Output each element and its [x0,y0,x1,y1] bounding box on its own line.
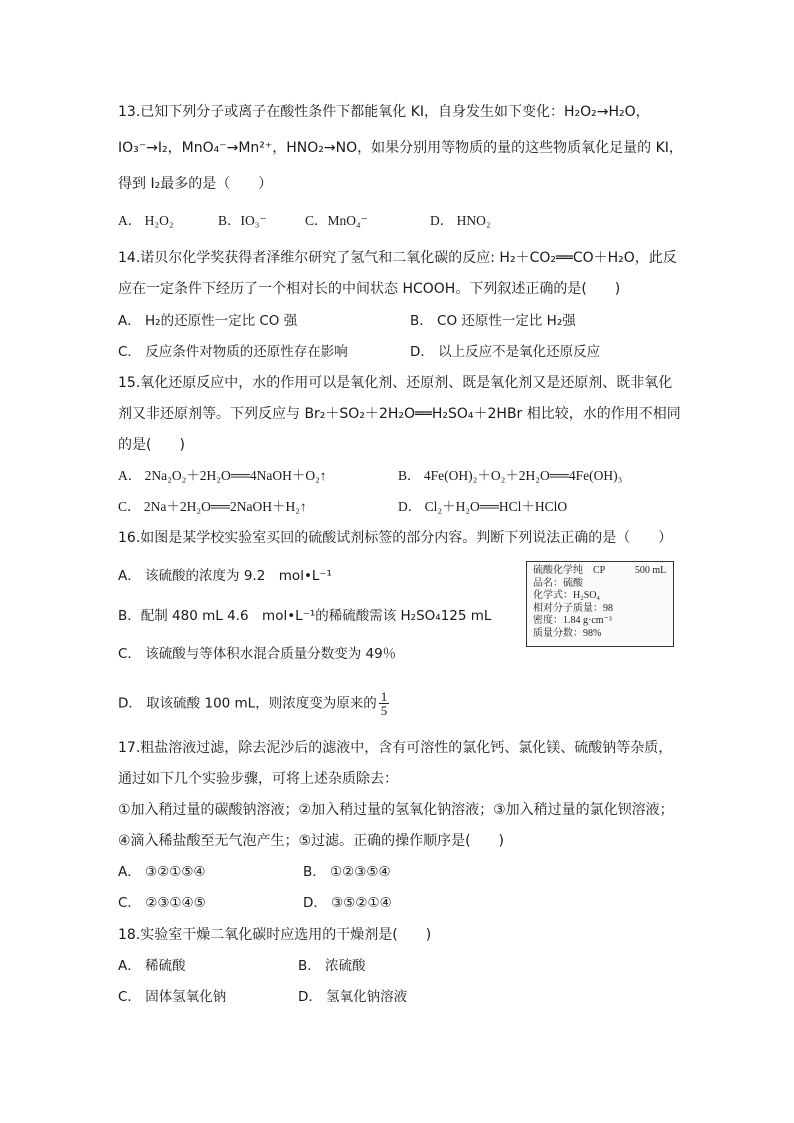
q17-stem-line2: 通过如下几个实验步骤，可将上述杂质除去： [118,771,398,787]
label-row-molar-mass: 相对分子质量：98 [533,602,613,614]
q16-option-d [118,690,389,717]
q16-option-b: B．配制 480 mL 4.6 mol•L⁻¹的稀硫酸需该 H₂SO₄125 mL [118,608,492,624]
q15-option-a: A． 2Na₂O₂＋2H₂O══4NaOH＋O₂↑ [118,468,327,483]
q15-stem-line1: 15.氧化还原反应中，水的作用可以是氧化剂、还原剂、既是氧化剂又是还原剂、既非氧化 [118,375,673,391]
label-row-mass-fraction: 质量分数：98% [533,627,602,639]
q18-stem: 18.实验室干燥二氧化碳时应选用的干燥剂是( ) [118,927,432,943]
q13-option-d: D． HNO₂ [430,213,491,228]
q16-option-d-text: D． 取该硫酸 100 mL，则浓度变为原来的 [118,695,377,712]
q13-stem-line3: 得到 I₂最多的是（ ） [118,176,273,192]
q16-option-c: C． 该硫酸与等体积水混合质量分数变为 49％ [118,646,397,662]
q16-stem: 16.如图是某学校实验室买回的硫酸试剂标签的部分内容。判断下列说法正确的是（ ） [118,530,673,546]
q13-option-a: A． H₂O₂ [118,213,174,228]
q15-option-b: B． 4Fe(OH)₂＋O₂＋2H₂O══4Fe(OH)₃ [398,468,623,483]
q14-stem-line1: 14.诺贝尔化学奖获得者泽维尔研究了氢气和二氧化碳的反应: H₂＋CO₂══CO＋H₂O，此反 [118,250,677,266]
q17-stem-line4: ④滴入稀盐酸至无气泡产生；⑤过滤。正确的操作顺序是( ) [118,833,505,849]
sulfuric-acid-label-image [526,561,674,647]
q17-option-a: A． ③②①⑤④ [118,864,206,880]
label-row-grade: 硫酸化学纯 CP 500 mL [533,565,667,576]
q15-option-c: C． 2Na＋2H₂O══2NaOH＋H₂↑ [118,499,307,514]
label-row-name: 品名：硫酸 [533,577,583,589]
q13-option-c: C．MnO₄⁻ [305,213,368,228]
q18-option-c: C． 固体氢氧化钠 [118,989,227,1005]
fraction-one-fifth: $\frac{1}{5}$ [380,689,388,718]
q17-option-b: B． ①②③⑤④ [303,864,391,880]
q17-stem-line3: ①加入稍过量的碳酸钠溶液；②加入稍过量的氢氧化钠溶液；③加入稍过量的氯化钡溶液； [118,802,674,818]
q15-stem-line2: 剂又非还原剂等。下列反应与 Br₂＋SO₂＋2H₂O══H₂SO₄＋2HBr 相比较，水的作用不相同 [118,406,681,422]
q18-option-a: A． 稀硫酸 [118,958,186,974]
q14-stem-line2: 应在一定条件下经历了一个相对长的中间状态 HCOOH。下列叙述正确的是( ) [118,281,621,297]
q17-option-d: D． ③⑤②①④ [303,895,392,911]
q13-option-b: B．IO₃⁻ [218,213,267,228]
q15-stem-line3: 的是( ) [118,437,185,453]
q14-option-d: D． 以上反应不是氧化还原反应 [410,344,601,360]
label-row-formula: 化学式：H₂SO₄ [533,590,600,601]
q13-stem-line2: IO₃⁻→I₂，MnO₄⁻→Mn²⁺，HNO₂→NO，如果分别用等物质的量的这些物质氧化足量的 KI， [118,140,683,156]
q13-stem-line1: 13.已知下列分子或离子在酸性条件下都能氧化 KI，自身发生如下变化：H₂O₂→H₂O， [118,104,650,120]
q18-option-d: D． 氢氧化钠溶液 [298,989,408,1005]
q15-option-d: D． Cl₂＋H₂O══HCl＋HClO [398,499,568,514]
q17-option-c: C． ②③①④⑤ [118,895,206,911]
q14-option-b: B． CO 还原性一定比 H₂强 [410,313,576,329]
q17-stem-line1: 17.粗盐溶液过滤，除去泥沙后的滤液中，含有可溶性的氯化钙、氯化镁、硫酸钠等杂质， [118,740,673,756]
q14-option-a: A． H₂的还原性一定比 CO 强 [118,313,298,329]
label-row-density: 密度：1.84 g·cm⁻³ [533,615,612,626]
q18-option-b: B． 浓硫酸 [298,958,366,974]
q16-option-a: A． 该硫酸的浓度为 9.2 mol•L⁻¹ [118,568,332,584]
q14-option-c: C． 反应条件对物质的还原性存在影响 [118,344,348,360]
